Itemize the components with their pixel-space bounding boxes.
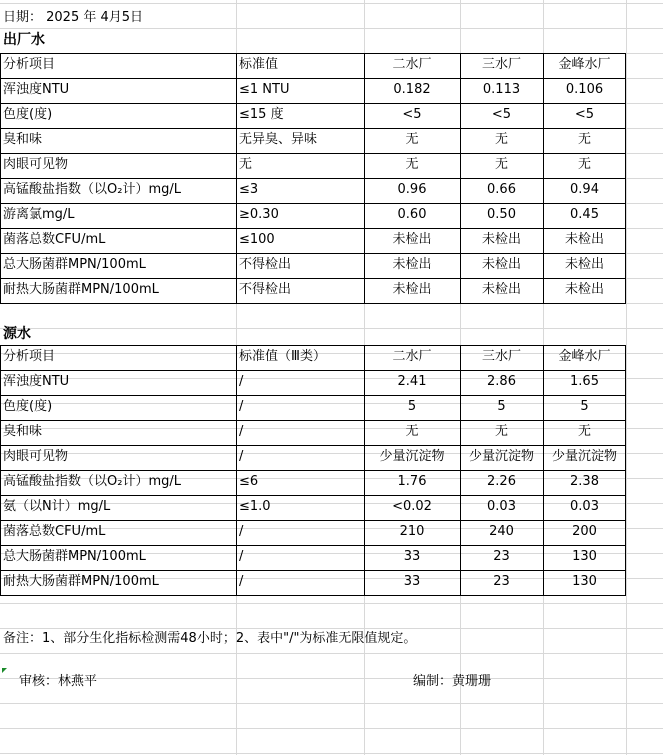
footnote[interactable]: 备注：1、部分生化指标检测需48小时；2、表中"/"为标准无限值规定。 xyxy=(3,631,417,646)
source-table-cell[interactable]: 1.76 xyxy=(397,474,427,489)
outlet-table-cell[interactable]: 无 xyxy=(405,132,419,147)
date-line[interactable]: 日期： 2025 年 4月5日 xyxy=(3,10,144,25)
outlet-table-cell[interactable]: 肉眼可见物 xyxy=(3,157,69,172)
outlet-table-cell[interactable]: 0.96 xyxy=(397,182,427,197)
source-table-cell[interactable]: / xyxy=(239,424,244,439)
outlet-table-cell[interactable]: 色度(度) xyxy=(3,107,53,122)
source-header-cell[interactable]: 三水厂 xyxy=(481,349,521,364)
reviewer[interactable]: 审核：林燕平 xyxy=(19,674,98,689)
source-table-cell[interactable]: 210 xyxy=(399,524,425,539)
source-table-cell[interactable]: / xyxy=(239,449,244,464)
outlet-table-cell[interactable]: 耐热大肠菌群MPN/100mL xyxy=(3,282,159,297)
outlet-table-cell[interactable]: 未检出 xyxy=(392,232,432,247)
source-table-cell[interactable]: 2.41 xyxy=(397,374,427,389)
source-table-cell[interactable]: 33 xyxy=(403,574,421,589)
source-table-cell[interactable]: ≤6 xyxy=(239,474,259,489)
source-table-cell[interactable]: / xyxy=(239,524,244,539)
source-table-cell[interactable]: 1.65 xyxy=(570,374,599,389)
source-table-cell[interactable]: 240 xyxy=(489,524,514,539)
source-table-cell[interactable]: 5 xyxy=(497,399,506,414)
source-table-cell[interactable]: 2.86 xyxy=(487,374,516,389)
outlet-header-cell[interactable]: 三水厂 xyxy=(481,57,521,72)
outlet-table-cell[interactable]: 浑浊度NTU xyxy=(3,82,70,97)
outlet-table-cell[interactable]: <5 xyxy=(491,107,512,122)
outlet-table-cell[interactable]: 无 xyxy=(239,157,253,172)
outlet-header-cell[interactable]: 金峰水厂 xyxy=(558,57,611,72)
source-table-cell[interactable]: 23 xyxy=(493,574,510,589)
outlet-table-cell[interactable]: 不得检出 xyxy=(239,257,292,272)
outlet-table-cell[interactable]: 0.45 xyxy=(570,207,599,222)
outlet-table-cell[interactable]: 未检出 xyxy=(481,282,521,297)
outlet-table-cell[interactable]: 未检出 xyxy=(392,257,432,272)
outlet-table-cell[interactable]: ≥0.30 xyxy=(239,207,279,222)
source-table-cell[interactable]: 少量沉淀物 xyxy=(468,449,534,464)
outlet-table-cell[interactable]: <5 xyxy=(574,107,595,122)
outlet-table-cell[interactable]: 菌落总数CFU/mL xyxy=(3,232,106,247)
outlet-table-cell[interactable]: 无 xyxy=(494,132,508,147)
source-table-cell[interactable]: 33 xyxy=(403,549,421,564)
outlet-table-cell[interactable]: 无 xyxy=(577,132,591,147)
outlet-table-cell[interactable]: 0.106 xyxy=(565,82,604,97)
outlet-table-cell[interactable]: 0.60 xyxy=(397,207,427,222)
source-table-cell[interactable]: 无 xyxy=(577,424,591,439)
source-header-cell[interactable]: 二水厂 xyxy=(392,349,432,364)
outlet-table-cell[interactable]: 无异臭、异味 xyxy=(239,132,318,147)
outlet-table-cell[interactable]: 0.66 xyxy=(487,182,516,197)
source-table-cell[interactable]: / xyxy=(239,374,244,389)
outlet-table-cell[interactable]: 无 xyxy=(494,157,508,172)
outlet-table-cell[interactable]: 未检出 xyxy=(564,232,604,247)
outlet-table-cell[interactable]: <5 xyxy=(402,107,422,122)
source-table-cell[interactable]: 0.03 xyxy=(487,499,516,514)
editor[interactable]: 编制：黄珊珊 xyxy=(413,674,492,689)
source-section-title[interactable]: 源水 xyxy=(3,326,31,342)
source-table-cell[interactable]: 200 xyxy=(572,524,597,539)
source-table-cell[interactable]: 氨（以N计）mg/L xyxy=(3,499,111,514)
outlet-header-cell[interactable]: 分析项目 xyxy=(3,57,56,72)
cell-indicator-mark xyxy=(2,668,7,673)
source-table-cell[interactable]: 5 xyxy=(580,399,589,414)
source-table-cell[interactable]: 0.03 xyxy=(570,499,599,514)
outlet-table-cell[interactable]: 未检出 xyxy=(481,257,521,272)
source-table-cell[interactable]: 130 xyxy=(572,549,597,564)
outlet-table-cell[interactable]: 0.50 xyxy=(487,207,516,222)
outlet-table-cell[interactable]: ≤100 xyxy=(239,232,275,247)
outlet-table-cell[interactable]: 臭和味 xyxy=(3,132,43,147)
source-table-cell[interactable]: / xyxy=(239,574,244,589)
source-table-cell[interactable]: 无 xyxy=(494,424,508,439)
source-table-cell[interactable]: 色度(度) xyxy=(3,399,53,414)
source-table-cell[interactable]: 2.38 xyxy=(570,474,599,489)
source-table-cell[interactable]: 5 xyxy=(407,399,417,414)
outlet-table-cell[interactable]: 0.182 xyxy=(393,82,431,97)
source-table-cell[interactable]: / xyxy=(239,549,244,564)
outlet-table-cell[interactable]: 0.113 xyxy=(482,82,521,97)
source-table-cell[interactable]: ≤1.0 xyxy=(239,499,271,514)
source-table-cell[interactable]: 无 xyxy=(405,424,419,439)
outlet-table-cell[interactable]: 未检出 xyxy=(392,282,432,297)
outlet-table-cell[interactable]: 0.94 xyxy=(570,182,599,197)
outlet-table-cell[interactable]: ≤1 NTU xyxy=(239,82,290,97)
source-table-cell[interactable]: / xyxy=(239,399,244,414)
source-table-cell[interactable]: 2.26 xyxy=(487,474,516,489)
source-table-cell[interactable]: <0.02 xyxy=(392,499,432,514)
outlet-table-cell[interactable]: ≤15 度 xyxy=(239,107,284,122)
source-header-cell[interactable]: 分析项目 xyxy=(3,349,56,364)
outlet-table-cell[interactable]: 无 xyxy=(577,157,591,172)
outlet-table-cell[interactable]: 不得检出 xyxy=(239,282,292,297)
source-table-cell[interactable]: 少量沉淀物 xyxy=(379,449,445,464)
outlet-table-cell[interactable]: ≤3 xyxy=(239,182,259,197)
source-table-cell[interactable]: 臭和味 xyxy=(3,424,43,439)
outlet-table-cell[interactable]: 无 xyxy=(405,157,419,172)
outlet-table-cell[interactable]: 未检出 xyxy=(564,282,604,297)
source-table-cell[interactable]: 130 xyxy=(572,574,597,589)
outlet-header-cell[interactable]: 标准值 xyxy=(239,57,279,72)
source-table-cell[interactable]: 总大肠菌群MPN/100mL xyxy=(3,549,146,564)
source-table-cell[interactable]: 高锰酸盐指数（以O₂计）mg/L xyxy=(3,474,181,489)
source-table-cell[interactable]: 23 xyxy=(493,549,510,564)
source-table-cell[interactable]: 少量沉淀物 xyxy=(551,449,617,464)
source-table-cell[interactable]: 浑浊度NTU xyxy=(3,374,70,389)
outlet-table-cell[interactable]: 游离氯mg/L xyxy=(3,207,75,222)
outlet-table-cell[interactable]: 总大肠菌群MPN/100mL xyxy=(3,257,146,272)
outlet-table-cell[interactable]: 高锰酸盐指数（以O₂计）mg/L xyxy=(3,182,181,197)
outlet-header-cell[interactable]: 二水厂 xyxy=(392,57,432,72)
source-table-cell[interactable]: 菌落总数CFU/mL xyxy=(3,524,106,539)
outlet-section-title[interactable]: 出厂水 xyxy=(3,32,45,48)
source-table-cell[interactable]: 耐热大肠菌群MPN/100mL xyxy=(3,574,159,589)
source-table-cell[interactable]: 肉眼可见物 xyxy=(3,449,69,464)
source-header-cell[interactable]: 标准值（Ⅲ类） xyxy=(239,349,326,364)
source-header-cell[interactable]: 金峰水厂 xyxy=(558,349,611,364)
outlet-table-cell[interactable]: 未检出 xyxy=(481,232,521,247)
outlet-table-cell[interactable]: 未检出 xyxy=(564,257,604,272)
